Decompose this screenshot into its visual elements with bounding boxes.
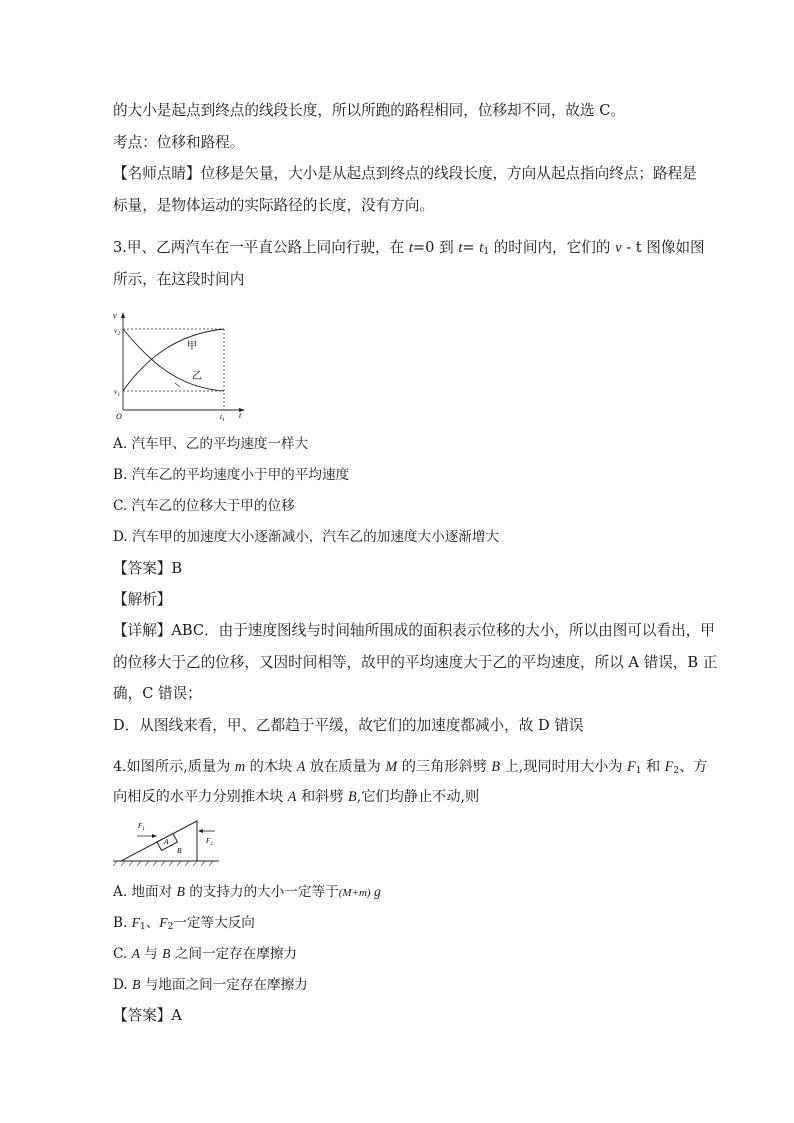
q3-analysis-title: 【解析】 <box>113 591 172 608</box>
q4-stem-line2: 向相反的水平力分别推木块 A 和斜劈 B,它们均静止不动,则 <box>113 789 480 805</box>
fig-f2-label: $F_2$ <box>206 837 213 847</box>
tip-line1: 【名师点睛】位移是矢量，大小是从起点到终点的线段长度，方向从起点指向终点；路程是 <box>113 165 697 182</box>
v2-label: $v_2$ <box>114 326 121 337</box>
prev-answer-line1: 的大小是起点到终点的线段长度，所以所跑的路程相同，位移却不同，故选 C。 <box>113 102 625 119</box>
q3-detail-line2: 的位移大于乙的位移，又因时间相等，故甲的平均速度大于乙的平均速度，所以 A 错误，B 正 <box>113 654 718 671</box>
fig-f1-label: $F_1$ <box>138 822 145 832</box>
q4-stem-line1: 4.如图所示,质量为 m 的木块 A 放在质量为 M 的三角形斜劈 B 上,现同时用大小为 $F_1$ 和 $F_2$、方 <box>113 759 708 776</box>
q3-option-d: D. 汽车甲的加速度大小逐渐减小，汽车乙的加速度大小逐渐增大 <box>113 529 500 545</box>
t1-label: $t_1$ <box>220 412 225 423</box>
q4-answer: 【答案】A <box>113 1007 182 1024</box>
fig-a-label: A <box>164 837 169 846</box>
q3-option-b: B. 汽车乙的平均速度小于甲的平均速度 <box>113 467 350 483</box>
q3-answer: 【答案】B <box>113 560 183 577</box>
q3-stem-line2: 所示，在这段时间内 <box>113 271 245 288</box>
origin-label: O <box>116 412 122 421</box>
q3-detail-line4: D．从图线来看，甲、乙都趋于平缓，故它们的加速度都减小，故 D 错误 <box>113 717 584 734</box>
label-jia: 甲 <box>187 341 197 352</box>
fig-b-label: B <box>177 846 182 855</box>
q4-option-d: D. B 与地面之间一定存在摩擦力 <box>113 977 308 993</box>
curve-jia <box>123 329 224 391</box>
axis-v-label: v <box>113 311 117 320</box>
q3-option-c: C. 汽车乙的位移大于甲的位移 <box>113 498 295 514</box>
q4-option-c: C. A 与 B 之间一定存在摩擦力 <box>113 946 298 962</box>
kaodian-line: 考点：位移和路程。 <box>113 134 245 151</box>
curve-yi <box>123 329 224 391</box>
q4-option-a: A. 地面对 B 的支持力的大小一定等于(M+m) g <box>113 884 381 900</box>
q3-option-a: A. 汽车甲、乙的平均速度一样大 <box>113 436 309 452</box>
vt-graph <box>113 308 253 426</box>
v1-label: $v_1$ <box>114 387 121 398</box>
axis-t-label: t <box>239 411 242 420</box>
q3-detail-line1: 【详解】ABC．由于速度图线与时间轴所围成的面积表示位移的大小，所以由图可以看出，甲 <box>113 622 715 639</box>
label-yi: 乙 <box>192 371 202 382</box>
q3-stem-line1: 3.甲、乙两汽车在一平直公路上同向行驶，在 t=0 到 $t= t_1$ 的时间内，它们的 v - t 图像如图 <box>113 239 705 257</box>
tip-line2: 标量，是物体运动的实际路径的长度，没有方向。 <box>113 197 435 214</box>
q4-option-b: B. $F_1$、$F_2$一定等大反向 <box>113 915 255 932</box>
q3-detail-line3: 确，C 错误； <box>113 685 202 702</box>
wedge-figure <box>113 815 223 867</box>
